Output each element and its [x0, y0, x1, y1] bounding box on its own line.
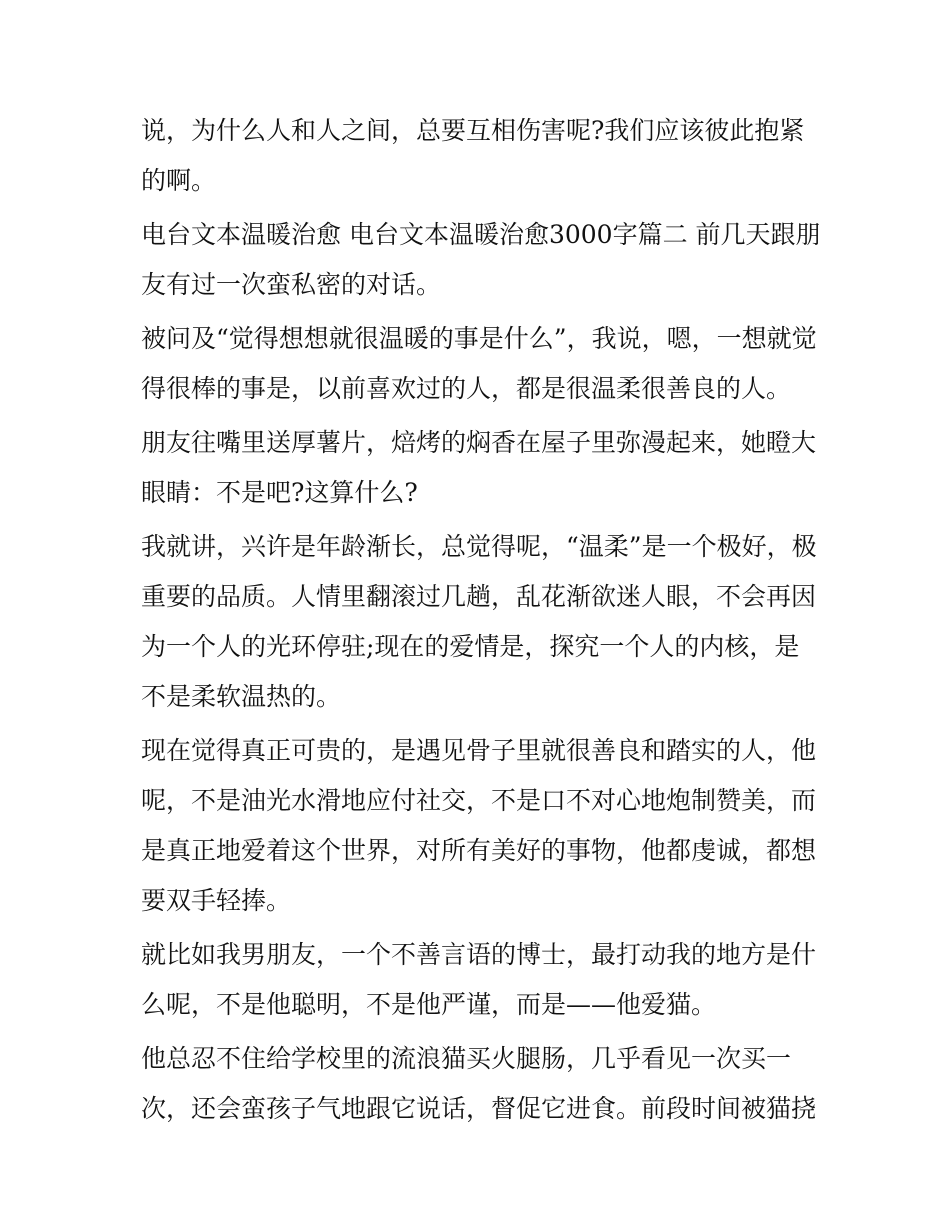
text-line: 眼睛：不是吧?这算什么?: [141, 478, 418, 507]
text-line: 我就讲，兴许是年龄渐长，总觉得呢，“温柔”是一个极好，极: [141, 532, 817, 561]
text-line: 被问及“觉得想想就很温暖的事是什么”，我说，嗯，一想就觉: [141, 324, 817, 353]
text-line: 说，为什么人和人之间，总要互相伤害呢?我们应该彼此抱紧: [141, 116, 805, 145]
text-line: 的啊。: [141, 166, 217, 195]
text-line: 就比如我男朋友，一个不善言语的博士，最打动我的地方是什: [141, 940, 817, 969]
text-line: 朋友往嘴里送厚薯片，焙烤的焖香在屋子里弥漫起来，她瞪大: [141, 428, 817, 457]
text-line: 不是柔软温热的。: [141, 682, 342, 711]
text-line: 次，还会蛮孩子气地跟它说话，督促它进食。前段时间被猫挠: [141, 1094, 817, 1123]
text-line: 电台文本温暖治愈 电台文本温暖治愈3000字篇二 前几天跟朋: [141, 220, 821, 249]
text-line: 他总忍不住给学校里的流浪猫买火腿肠，几乎看见一次买一: [141, 1044, 792, 1073]
text-line: 为一个人的光环停驻;现在的爱情是，探究一个人的内核，是: [141, 632, 800, 661]
text-line: 要双手轻捧。: [141, 886, 292, 915]
text-line: 呢，不是油光水滑地应付社交，不是口不对心地炮制赞美，而: [141, 786, 817, 815]
text-line: 现在觉得真正可贵的，是遇见骨子里就很善良和踏实的人，他: [141, 736, 817, 765]
text-line: 是真正地爱着这个世界，对所有美好的事物，他都虔诚，都想: [141, 836, 817, 865]
text-line: 重要的品质。人情里翻滚过几趟，乱花渐欲迷人眼，不会再因: [141, 582, 817, 611]
text-line: 么呢，不是他聪明，不是他严谨，而是——他爱猫。: [141, 990, 717, 1019]
text-line: 友有过一次蛮私密的对话。: [141, 270, 442, 299]
text-line: 得很棒的事是，以前喜欢过的人，都是很温柔很善良的人。: [141, 374, 792, 403]
